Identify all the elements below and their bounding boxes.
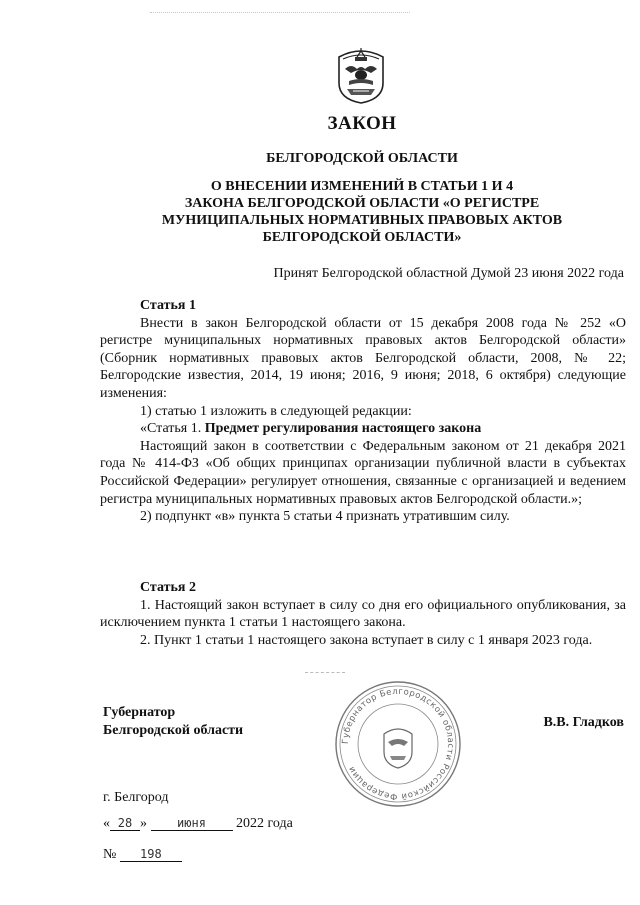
article-paragraph: Внести в закон Белгородской области от 15 декабря 2008 года № 252 «О регистре муниципальных нормативных правовых актов Белгородской области» (Сборник нормативных правовых актов Белгородской области, 2008, № 22; Белгородские известия, 2014, 19 июня; 2016, 9 июня; 2018, 6 октября) следующие изменения:: [100, 315, 626, 401]
quote-title: Предмет регулирования настоящего закона: [204, 421, 482, 437]
scan-artifact: [150, 12, 410, 15]
date-month: июня: [151, 816, 233, 831]
coat-of-arms-icon: [331, 43, 391, 105]
subject-line: МУНИЦИПАЛЬНЫХ НОРМАТИВНЫХ ПРАВОВЫХ АКТОВ: [161, 213, 563, 228]
seal-text: Губернатор Белгородской области Российской Федерации: [340, 686, 456, 802]
article-1: [100, 297, 626, 526]
signatory-position: [103, 704, 243, 739]
adoption-note: Принят Белгородской областной Думой 23 июня 2022 года: [273, 266, 624, 281]
subject-line: О ВНЕСЕНИИ ИЗМЕНЕНИЙ В СТАТЬИ 1 И 4: [210, 179, 514, 194]
article-paragraph: 1. Настоящий закон вступает в силу со дня его официального опубликования, за исключением пункта 1 статьи 1 настоящего закона.: [100, 597, 626, 631]
position-line: Белгородской области: [103, 722, 244, 738]
position-line: Губернатор: [103, 705, 176, 720]
article-paragraph: 1) статью 1 изложить в следующей редакции:: [140, 403, 412, 419]
subject-line: БЕЛГОРОДСКОЙ ОБЛАСТИ»: [262, 230, 462, 245]
law-subject: [100, 178, 624, 246]
quoted-article-title: [100, 420, 626, 438]
date-day: 28: [110, 816, 140, 831]
date-quote: »: [140, 816, 147, 831]
quote-prefix: «Статья 1.: [140, 421, 205, 437]
law-title: ЗАКОН: [327, 113, 397, 134]
scan-artifact: [305, 672, 345, 673]
date-year: 2022 года: [236, 816, 293, 831]
article-heading: Статья 2: [140, 580, 196, 595]
signing-date: [103, 816, 293, 832]
region-title: БЕЛГОРОДСКОЙ ОБЛАСТИ: [266, 151, 458, 166]
city: г. Белгород: [103, 790, 169, 805]
law-number: [103, 847, 182, 863]
date-quote: «: [103, 816, 110, 831]
article-2: [100, 579, 626, 649]
number-value: 198: [120, 847, 182, 862]
number-sign: №: [103, 847, 117, 862]
article-paragraph: 2. Пункт 1 статьи 1 настоящего закона вступает в силу с 1 января 2023 года.: [140, 632, 593, 648]
signatory-name: В.В. Гладков: [543, 715, 624, 730]
official-seal-icon: [332, 678, 464, 810]
article-heading: Статья 1: [140, 298, 196, 313]
article-paragraph: 2) подпункт «в» пункта 5 статьи 4 признать утратившим силу.: [140, 509, 510, 525]
subject-line: ЗАКОНА БЕЛГОРОДСКОЙ ОБЛАСТИ «О РЕГИСТРЕ: [184, 196, 540, 211]
article-paragraph: Настоящий закон в соответствии с Федеральным законом от 21 декабря 2021 года № 414-ФЗ «Об общих принципах организации публичной власти в субъектах Российской Федерации» регулирует отношения, связанные с организацией и ведением регистра муниципальных нормативных правовых актов Белгородской области.»;: [100, 438, 626, 507]
